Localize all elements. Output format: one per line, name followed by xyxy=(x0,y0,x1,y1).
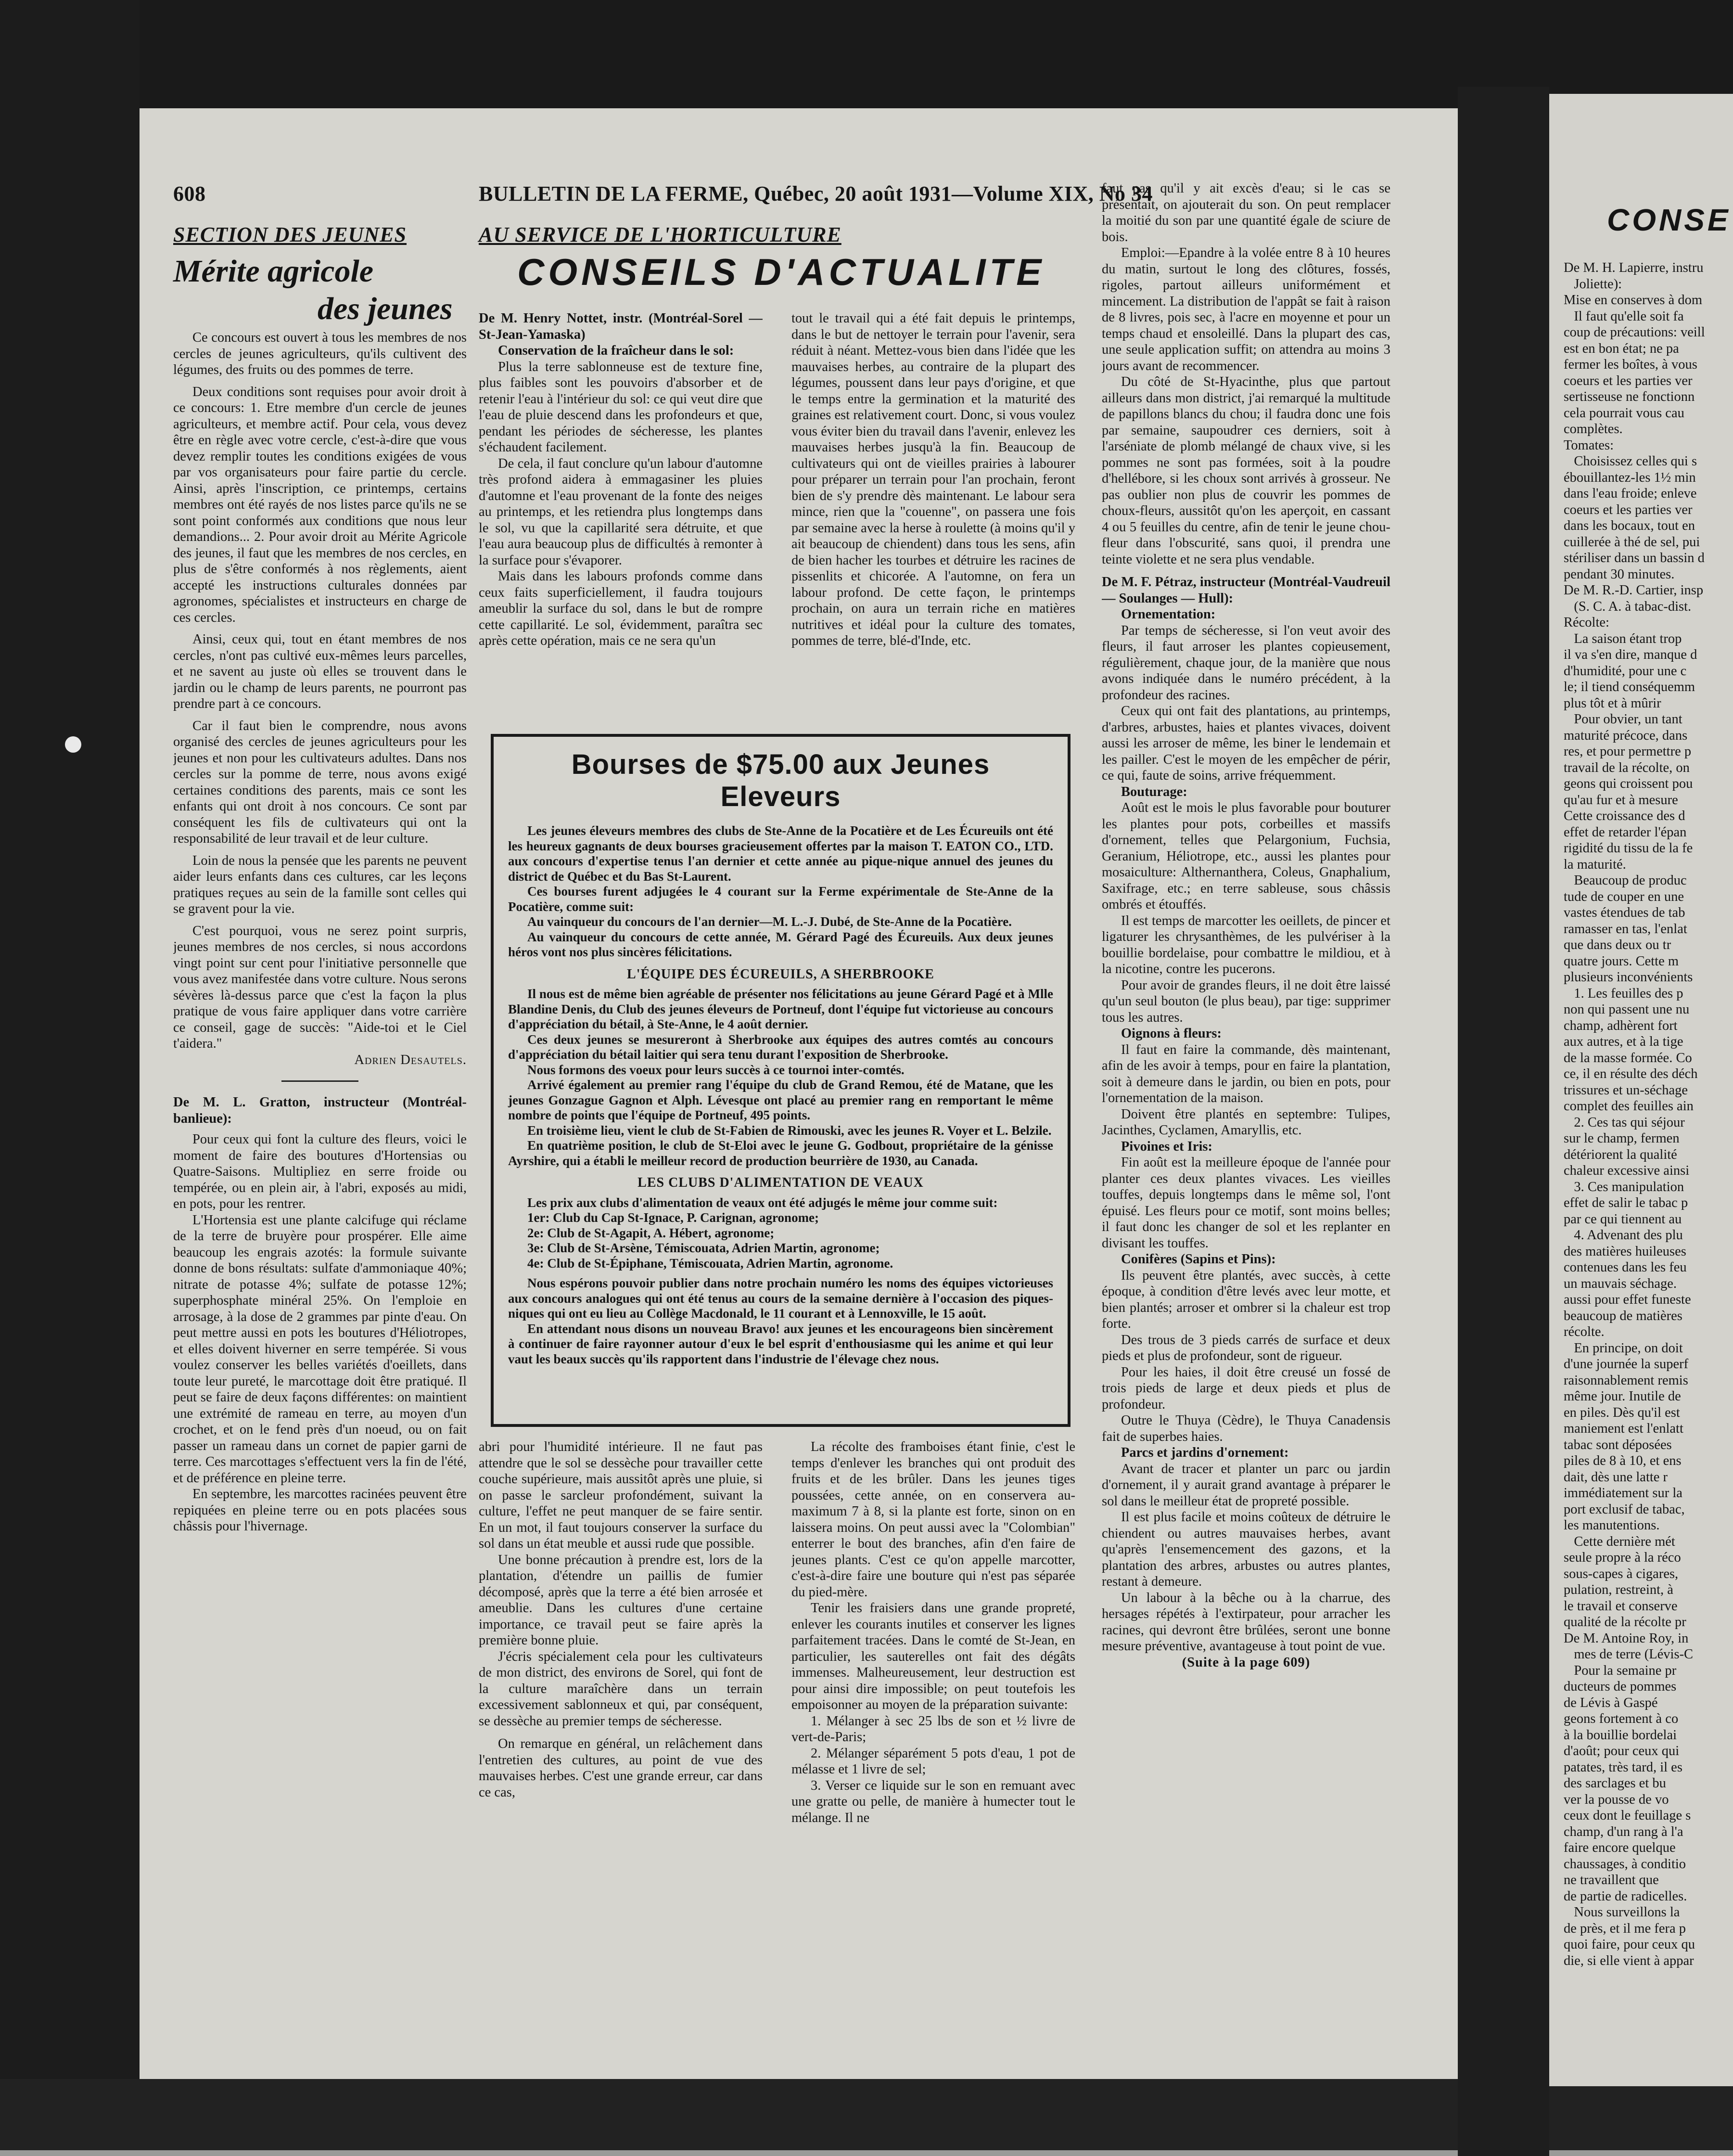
adjacent-text-line: 4. Advenant des plu xyxy=(1564,1228,1683,1243)
adjacent-text-line: complètes. xyxy=(1564,422,1623,436)
adjacent-text-line: sous-capes à cigares, xyxy=(1564,1566,1679,1581)
adjacent-text-line: complet des feuilles ain xyxy=(1564,1099,1694,1114)
adjacent-text-line: coeurs et les parties ver xyxy=(1564,502,1693,517)
bourses-title: Bourses de $75.00 aux Jeunes Eleveurs xyxy=(571,749,990,812)
adjacent-text-line: Cette dernière mét xyxy=(1564,1534,1675,1549)
box-subhead: L'ÉQUIPE DES ÉCUREUILS, A SHERBROOKE xyxy=(627,966,934,982)
adjacent-text-line: Beaucoup de produc xyxy=(1564,873,1687,888)
adjacent-text-line: Tomates: xyxy=(1564,437,1614,453)
adjacent-text-line: 2. Ces tas qui séjour xyxy=(1564,1115,1685,1130)
adjacent-text-line: chaussages, à conditio xyxy=(1564,1856,1686,1872)
adjacent-text-line: ducteurs de pommes xyxy=(1564,1679,1677,1694)
adjacent-text-line: De M. H. Lapierre, instru xyxy=(1564,260,1704,275)
adjacent-text-line: plusieurs inconvénients xyxy=(1564,970,1693,985)
adjacent-text-line: 1. Les feuilles des p xyxy=(1564,986,1683,1001)
adjacent-text-line: dans l'eau froide; enleve xyxy=(1564,486,1697,501)
punch-hole xyxy=(65,736,81,753)
box-paragraph: Les jeunes éleveurs membres des clubs de Ste-Anne de la Pocatière et de Les Écureuils ont été les heureux gagnants de deux bourses gracieusement offertes par la maison T. EATON CO., LTD. aux concours d'expertise tenus l'an dernier et cette année au pique-nique annuel des jeunes du district de Québec et du Bas St-Laurent. xyxy=(508,823,1053,884)
adjacent-text-line: Il faut qu'elle soit fa xyxy=(1564,308,1684,324)
conseils-paragraph: 1. Mélanger à sec 25 lbs de son et ½ livre de vert-de-Paris; xyxy=(791,1713,1075,1745)
conseils-paragraph: Tenir les fraisiers dans une grande propreté, enlever les courants inutiles et conserver les lignes parfaitement tracées. Dans le comté de St-Jean, en particulier, les sauterelles ont fait des dégâts immenses. Malheureusement, leur destruction est pour ainsi dire impossible; on peut toutefois les empoisonner au moyen de la préparation suivante: xyxy=(791,1601,1075,1712)
signature: Adrien Desautels. xyxy=(354,1052,467,1067)
adjacent-text-line: coeurs et les parties ver xyxy=(1564,373,1693,388)
adjacent-text-line: vastes étendues de tab xyxy=(1564,905,1685,920)
adjacent-text-line: ne travaillent que xyxy=(1564,1873,1659,1887)
box-paragraph: Ces deux jeunes se mesureront à Sherbrooke aux équipes des autres comtés au concours d'appréciation du bétail laitier qui sera tenu durant l'exposition de Sherbrooke. xyxy=(508,1032,1053,1062)
adjacent-text-line: à la bouillie bordelai xyxy=(1564,1727,1677,1743)
adjacent-text-line: de Lévis à Gaspé xyxy=(1564,1695,1658,1710)
adjacent-text-line: De M. Antoine Roy, in xyxy=(1564,1630,1689,1646)
box-paragraph: Les prix aux clubs d'alimentation de veaux ont été adjugés le même jour comme suit: xyxy=(527,1195,998,1210)
adjacent-text-line: rigidité du tissu de la fe xyxy=(1564,841,1693,856)
merite-title xyxy=(173,253,462,328)
prize-item: 3e: Club de St-Arsène, Témiscouata, Adrien Martin, agronome; xyxy=(527,1241,880,1255)
conseils-paragraph: Une bonne précaution à prendre est, lors de la plantation, d'étendre un paillis de fumier décomposé, après que la terre a été bien arrosée et ameublie. Dans les cultures d'une certaine importance, ce travail peut se faire après la première bonne pluie. xyxy=(479,1552,763,1648)
oignons-subhead: Oignons à fleurs: xyxy=(1121,1026,1222,1041)
adjacent-text-line: aux autres, et à la tige xyxy=(1564,1034,1683,1049)
adjacent-text-line: d'août; pour ceux qui xyxy=(1564,1744,1680,1758)
conseils-paragraph: 3. Verser ce liquide sur le son en remuant avec une gratte ou pelle, de manière à humecter tout le mélange. Il ne xyxy=(791,1778,1075,1825)
adjacent-text-line: maniement est l'enlatt xyxy=(1564,1421,1683,1436)
conseils-paragraph: On remarque en général, un relâchement dans l'entretien des cultures, au point de vue des mauvaises herbes. C'est une grande erreur, car dans ce cas, xyxy=(479,1736,763,1800)
newspaper-page xyxy=(140,108,1458,2079)
prize-list xyxy=(508,1210,1053,1271)
adjacent-text-line: le; il tiend conséquemm xyxy=(1564,680,1695,694)
merite-title-line2: des jeunes xyxy=(318,291,453,326)
adjacent-text-line: champ, adhèrent fort xyxy=(1564,1018,1678,1033)
right-paragraph: Ils peuvent être plantés, avec succès, à cette époque, à condition d'être levés avec leur motte, et bien plantés; arroser et ombrer si la chaleur est trop forte. xyxy=(1102,1268,1390,1331)
petraz-byline: De M. F. Pétraz, instructeur (Montréal-Vaudreuil — Soulanges — Hull): xyxy=(1102,575,1390,606)
gratton-paragraph: En septembre, les marcottes racinées peuvent être repiquées en pleine terre ou en pots placées sous châssis pour l'hivernage. xyxy=(173,1487,467,1534)
page-number: 608 xyxy=(173,182,206,205)
right-paragraph: Des trous de 3 pieds carrés de surface et deux pieds et plus de profondeur, sont de rigueur. xyxy=(1102,1332,1390,1363)
right-paragraph: Ceux qui ont fait des plantations, au printemps, d'arbres, arbustes, haies et plantes vivaces, doivent aussi les arroser de même, les biner le lendemain et les pailler. C'est le moyen de les empêcher de périr, ce qui, faute de soins, arrive fréquemment. xyxy=(1102,704,1390,783)
adjacent-text-line: Choisissez celles qui s xyxy=(1564,454,1697,469)
gratton-paragraph: Pour ceux qui font la culture des fleurs, voici le moment de faire des boutures d'Hortensias ou Quatre-Saisons. Multipliez en serre froide ou tempérée, ou en plein air, à l'abri, exposés au midi, en pots, pour les rentrer. xyxy=(173,1132,467,1211)
scan-border-left xyxy=(0,0,140,2150)
adjacent-text-line: les manutentions. xyxy=(1564,1518,1660,1533)
adjacent-text-line: piles de 8 à 10, et ens xyxy=(1564,1453,1682,1468)
bouturage-subhead: Bouturage: xyxy=(1121,784,1187,799)
adjacent-text-line: fermer les boîtes, à vous xyxy=(1564,357,1697,372)
box-paragraph: En quatrième position, le club de St-Eloi avec le jeune G. Godbout, propriétaire de la génisse Ayrshire, qui a établi le meilleur record de production beurrière de 1930, au Canada. xyxy=(508,1138,1053,1168)
adjacent-text-line: dait, dès une latte r xyxy=(1564,1469,1668,1485)
adjacent-text-line: un mauvais séchage. xyxy=(1564,1276,1677,1291)
right-paragraph: Il est plus facile et moins coûteux de détruire le chiendent ou autres mauvaises herbes, avant qu'après l'ensemencement des gazons, et la plantation des arbres, arbustes ou autres plantes, restant à demeure. xyxy=(1102,1510,1390,1589)
adjacent-text-line: En principe, on doit xyxy=(1564,1340,1683,1356)
parcs-subhead: Parcs et jardins d'ornement: xyxy=(1121,1445,1289,1460)
adjacent-text-line: die, si elle vient à appar xyxy=(1564,1953,1694,1968)
adjacent-text-line: cuillerée à thé de sel, pui xyxy=(1564,534,1700,550)
adjacent-text-line: aussi pour effet funeste xyxy=(1564,1292,1691,1307)
page-gutter xyxy=(1458,87,1549,2156)
adjacent-text-line: il va s'en dire, manque d xyxy=(1564,647,1697,662)
adjacent-text-line: chaleur excessive ainsi xyxy=(1564,1163,1690,1178)
merite-paragraph: Deux conditions sont requises pour avoir droit à ce concours: 1. Etre membre d'un cercle de jeunes agriculteurs, et membre actif. Pour cela, vous devez être en règle avec votre cercle, c'est-à-dire que vous devez remplir toutes les conditions exigées de vous par vos organisateurs pour faire partie du cercle. Ainsi, après l'inscription, ce printemps, certains membres ont été rayés de nos listes parce qu'ils ne se sont point conformés aux conditions que nous leur demandions... 2. Pour avoir droit au Mérite Agricole des jeunes, il faut que les membres de nos cercles, en plus de s'être conformés à nos règlements, aient accepté les instructions culturales données par agronomes, spécialistes et instructeurs en charge de ces cercles. xyxy=(173,384,467,625)
adjacent-page xyxy=(1549,94,1733,2086)
adjacent-text-line: le travail et conserve xyxy=(1564,1598,1678,1614)
conseils-paragraph: La récolte des framboises étant finie, c'est le temps d'enlever les branches qui ont produit des fruits et de les brûler. Dans les jeunes tiges poussées, cette année, on en conservera au-maximum 7 à 8, si la plante est forte, sinon on en laissera moins. On peut aussi avec la "Colombian" enterrer le bout des branches, afin d'en faire de jeunes plants. C'est ce qu'on appelle marcotter, c'est-à-dire faire une bouture qui n'est pas séparée du pied-mère. xyxy=(791,1439,1075,1600)
adjacent-text-line: qu'au fur et à mesure xyxy=(1564,792,1678,808)
adjacent-text-line: port exclusif de tabac, xyxy=(1564,1502,1685,1517)
prize-item: 2e: Club de St-Agapit, A. Hébert, agronome; xyxy=(527,1225,775,1240)
right-paragraph: Il est temps de marcotter les oeillets, de pincer et ligaturer les chrysanthèmes, de les pulvériser à la bouillie bordelaise, pour combattre le mildiou, et à la nicotine, contre les pucerons. xyxy=(1102,913,1390,976)
adjacent-text-line: détériorent la qualité xyxy=(1564,1147,1677,1162)
adjacent-text-line: effet de salir le tabac p xyxy=(1564,1195,1688,1210)
adjacent-text-line: geons fortement à co xyxy=(1564,1711,1679,1726)
conseils-column-2 xyxy=(791,310,1075,724)
adjacent-text-line: trissures et un-séchage xyxy=(1564,1082,1688,1098)
section-head-horticulture: AU SERVICE DE L'HORTICULTURE xyxy=(479,223,841,246)
box-paragraph: Arrivé également au premier rang l'équipe du club de Grand Remou, été de Matane, que les jeunes Gonzague Gagnon et Alph. Lévesque ont placé au premier rang en remportant le même nombre de points que l'équipe de Portneuf, 495 points. xyxy=(508,1078,1053,1122)
right-paragraph: faut pas qu'il y ait excès d'eau; si le cas se présentait, on ajouterait du son. On peut remplacer la moitié du son par une quantité égale de sciure de bois. xyxy=(1102,181,1390,244)
conseils-column-1-lower xyxy=(479,1439,763,2050)
adjacent-text-line: même jour. Inutile de xyxy=(1564,1389,1681,1404)
merite-paragraph: Ainsi, ceux qui, tout en étant membres de nos cercles, n'ont pas cultivé eux-mêmes leurs parcelles, et ne savent au juste où elles se trouvent dans le jardin ou le champ de leurs parents, ne pourront pas prendre part à ce concours. xyxy=(173,632,467,711)
adjacent-text-line: Mise en conserves à dom xyxy=(1564,293,1703,308)
adjacent-title: CONSE xyxy=(1607,203,1731,237)
adjacent-text-line: Pour obvier, un tant xyxy=(1564,712,1682,727)
conseils-paragraph: Plus la terre sablonneuse est de texture fine, plus faibles sont les pouvoirs d'absorber et de retenir l'eau à l'intérieur du sol: ce qui veut dire que l'eau de pluie descend dans les profondeurs et que, pendant les périodes de sécheresse, les plantes s'échaudent facilement. xyxy=(479,359,763,455)
adjacent-text-line: (S. C. A. à tabac-dist. xyxy=(1564,599,1692,614)
adjacent-text-line: plus tôt et à mûrir xyxy=(1564,695,1661,711)
prize-item: 4e: Club de St-Épiphane, Témiscouata, Adrien Martin, agronome. xyxy=(527,1256,893,1270)
adjacent-text-line: des sarclages et bu xyxy=(1564,1776,1666,1791)
right-paragraph: Du côté de St-Hyacinthe, plus que partout ailleurs dans mon district, j'ai remarqué la multitude de papillons blancs du chou; il faudra donc une fois par semaine, saupoudrer ces derniers, soit à l'arséniate de plomb mélangé de chaux vive, si les pommes ne sont pas formées, soit à la poudre d'hellébore, si les choux sont arrivés à grosseur. Ne pas oublier non plus de couvrir les pommes de choux-fleurs, aussitôt qu'on les aperçoit, en cassant 4 ou 5 feuilles du centre, afin de tenir le jeune chou-fleur dans l'obscurité, sans quoi, il prendra une teinte violette et ne sera plus vendable. xyxy=(1102,374,1390,567)
box-paragraph: Nous formons des voeux pour leurs succès à ce tournoi inter-comtés. xyxy=(527,1062,905,1077)
adjacent-text-line: quatre jours. Cette m xyxy=(1564,953,1679,969)
adjacent-text-line: effet de retarder l'épan xyxy=(1564,824,1687,840)
conseils-paragraph: tout le travail qui a été fait depuis le printemps, dans le but de nettoyer le terrain pour l'avenir, sera réduit à néant. Mettez-vous bien dans l'idée que les mauvaises herbes, au contraire de la plupart des légumes, poussent dans leur pays d'origine, et que le temps entre la germination et la maturité des graines est relativement court. Donc, si vous voulez vous éviter bien du travail dans l'avenir, enlevez les mauvaises herbes jusqu'à la fin. Beaucoup de cultivateurs qui ont de vieilles prairies à labourer pour préparer un terrain pour l'an prochain, feront bien de s'y prendre dès maintenant. Le labour sera mince, rien que la "couenne", on passera une fois par semaine avec la herse à roulette (à moins qu'il y ait beaucoup de chiendent) dans tous les sens, afin de bien hacher les tourbes et détruire les racines de pissenlits et chicorée. A l'automne, on fera un labour profond. De cette façon, le printemps prochain, on aura un terrain riche en matières nutritives et idéal pour la culture des tomates, pommes de terre, blé-d'Inde, etc. xyxy=(791,311,1075,648)
merite-paragraph: Ce concours est ouvert à tous les membres de nos cercles de jeunes agriculteurs, qu'ils cultivent des légumes, des fruits ou des pommes de terre. xyxy=(173,330,467,377)
adjacent-text-line: beaucoup de matières xyxy=(1564,1308,1682,1323)
conseils-column-1 xyxy=(479,310,763,724)
adjacent-text-line: immédiatement sur la xyxy=(1564,1486,1682,1501)
adjacent-text-line: tude de couper en une xyxy=(1564,889,1684,904)
nottet-byline: De M. Henry Nottet, instr. (Montréal-Sorel — St-Jean-Yamaska) xyxy=(479,311,763,342)
adjacent-text-line: raisonnablement remis xyxy=(1564,1373,1688,1388)
adjacent-text-line: par ce qui tiennent au xyxy=(1564,1211,1682,1227)
adjacent-text-line: quoi faire, pour ceux qu xyxy=(1564,1937,1695,1952)
adjacent-text-line: ce, il en résulte des déch xyxy=(1564,1066,1698,1081)
box-paragraph: Au vainqueur du concours de cette année, M. Gérard Pagé des Écureuils. Aux deux jeunes héros vont nos plus sincères félicitations. xyxy=(508,929,1053,959)
right-paragraph: Avant de tracer et planter un parc ou jardin d'ornement, il y aurait grand avantage à préparer le sol dans le meilleur état de propreté possible. xyxy=(1102,1461,1390,1509)
adjacent-text-line: seule propre à la réco xyxy=(1564,1550,1681,1565)
adjacent-text-line: est en bon état; ne pa xyxy=(1564,341,1679,356)
conseils-paragraph: abri pour l'humidité intérieure. Il ne faut pas attendre que le sol se dessèche pour travailler cette couche supérieure, mais aussitôt après une pluie, si on passe le sarcleur profondément, suivant la culture, l'effet ne peut manquer de se faire sentir. En un mot, il faut toujours conserver la surface du sol dans un état meuble et aussi rude que possible. xyxy=(479,1439,763,1551)
adjacent-text-line: coup de précautions: veill xyxy=(1564,325,1705,340)
box-paragraph: Au vainqueur du concours de l'an dernier—M. L.-J. Dubé, de Ste-Anne de la Pocatière. xyxy=(527,914,1012,929)
adjacent-text-line: d'une journée la superf xyxy=(1564,1357,1689,1372)
conseils-column-2-lower xyxy=(791,1439,1075,2050)
bourses-box xyxy=(491,734,1070,1427)
adjacent-text-line: d'humidité, pour une c xyxy=(1564,663,1687,679)
adjacent-text-line: pulation, restreint, à xyxy=(1564,1582,1673,1597)
section-head-jeunes: SECTION DES JEUNES xyxy=(173,223,407,246)
conseils-title: CONSEILS D'ACTUALITE xyxy=(517,251,1045,293)
adjacent-text-line: Joliette): xyxy=(1564,276,1622,292)
box-subhead: LES CLUBS D'ALIMENTATION DE VEAUX xyxy=(637,1175,924,1190)
merite-paragraph: C'est pourquoi, vous ne serez point surpris, jeunes membres de nos cercles, si nous accordons vingt point sur cent pour l'initiative personnelle que vous avez manifestée dans votre culture. Nous serons sévères là-dessus parce que c'est la façon la plus pratique de vous faire appliquer dans votre carrière ce conseil, gage de succès: "Aide-toi et le Ciel t'aidera." xyxy=(173,923,467,1051)
adjacent-text-line: stériliser dans un bassin d xyxy=(1564,551,1705,565)
merite-paragraph: Car il faut bien le comprendre, nous avons organisé des cercles de jeunes agriculteurs pour les jeunes et non pour les cultivateurs adultes. Dans nos cercles sur la pomme de terre, nous avons exigé certaines conditions des parents, mais ce sont les enfants qui ont droit à nos concours. Ce sont par conséquent les fils de cultivateurs qui ont la responsabilité de leur travail et de leur culture. xyxy=(173,718,467,846)
box-paragraph: Ces bourses furent adjugées le 4 courant sur la Ferme expérimentale de Ste-Anne de la Pocatière, comme suit: xyxy=(508,884,1053,914)
merite-paragraph: Loin de nous la pensée que les parents ne peuvent aider leurs enfants dans ces cultures, car les leçons pratiques reçues au sein de la famille sont celles qui se gravent pour la vie. xyxy=(173,853,467,916)
gratton-byline: De M. L. Gratton, instructeur (Montréal-banlieue): xyxy=(173,1095,467,1126)
adjacent-text-line: non qui passent une nu xyxy=(1564,1002,1690,1017)
adjacent-text-line: sur le champ, fermen xyxy=(1564,1131,1680,1146)
adjacent-text-line: qualité de la récolte pr xyxy=(1564,1615,1686,1630)
adjacent-text-line: de partie de radicelles. xyxy=(1564,1888,1687,1904)
adjacent-text-line: ramasser en tas, l'enlat xyxy=(1564,921,1687,937)
adjacent-text-line: maturité précoce, dans xyxy=(1564,728,1688,743)
adjacent-text-line: Récolte: xyxy=(1564,615,1609,630)
adjacent-text-line: que dans deux ou tr xyxy=(1564,937,1671,952)
conseils-paragraph: Mais dans les labours profonds comme dans ceux faits superficiellement, il faudra toujours ameublir la surface du sol, dans le but de rompre cette capillarité. Le sol, évidemment, paraîtra sec après cette opération, mais ce ne sera qu'un xyxy=(479,569,763,648)
adjacent-text-line: champ, d'un rang à l'a xyxy=(1564,1824,1683,1839)
right-paragraph: Outre le Thuya (Cèdre), le Thuya Canadensis fait de superbes haies. xyxy=(1102,1413,1390,1444)
ornementation-subhead: Ornementation: xyxy=(1121,607,1216,622)
adjacent-text-line: Cette croissance des d xyxy=(1564,808,1685,823)
right-paragraph: Emploi:—Epandre à la volée entre 8 à 10 heures du matin, surtout le long des clôtures, fossés, rigoles, partout ailleurs uniformément et mincement. La distribution de l'appât se fait à raison de 8 livres, pois sec, à l'acre en moyenne et pour un temps chaud et ensoleillé. Dans la plupart des cas, une seule application suffit; on attendra au moins 3 jours avant de recommencer. xyxy=(1102,245,1390,373)
adjacent-text-line: res, et pour permettre p xyxy=(1564,744,1692,759)
right-paragraph: Il faut en faire la commande, dès maintenant, afin de les avoir à temps, pour en faire la plantation, soit à demeure dans le jardin, ou bien en pots, pour l'ornementation de la maison. xyxy=(1102,1042,1390,1105)
adjacent-text-line: des matières huileuses xyxy=(1564,1244,1686,1259)
adjacent-text-line: dans les bocaux, tout en xyxy=(1564,518,1695,533)
left-column xyxy=(173,330,467,2028)
prize-item: 1er: Club du Cap St-Ignace, P. Carignan, agronome; xyxy=(527,1210,819,1225)
adjacent-text-line: Pour la semaine pr xyxy=(1564,1663,1677,1678)
right-paragraph: Pour avoir de grandes fleurs, il ne doit être laissé qu'un seul bouton (le plus beau), par tige: supprimer tous les autres. xyxy=(1102,977,1390,1025)
adjacent-text-line: de la masse formée. Co xyxy=(1564,1050,1692,1065)
adjacent-text-line: mes de terre (Lévis-C xyxy=(1564,1647,1694,1662)
adjacent-text-line: faire encore quelque xyxy=(1564,1840,1676,1855)
right-column xyxy=(1102,180,1390,2050)
box-paragraph: En troisième lieu, vient le club de St-Fabien de Rimouski, avec les jeunes R. Voyer et L. Belzile. xyxy=(527,1123,1052,1138)
adjacent-text-line: patates, très tard, il es xyxy=(1564,1759,1682,1775)
adjacent-text-line: tabac sont déposées xyxy=(1564,1437,1672,1452)
box-paragraph: Nous espérons pouvoir publier dans notre prochain numéro les noms des équipes victorieuses aux concours analogues qui ont été tenus au cours de la semaine dernière à l'occasion des piques-niques qui ont eu lieu au Collège Macdonald, le 11 courant et à Lennoxville, le 15 août. xyxy=(508,1276,1053,1321)
right-paragraph: Par temps de sécheresse, si l'on veut avoir des fleurs, il faut arroser les plantes copieusement, régulièrement, chaque jour, de la manière que nous avons indiquée dans le numéro précédent, à la profondeur des racines. xyxy=(1102,623,1390,703)
adjacent-text-line: pendant 30 minutes. xyxy=(1564,566,1675,582)
right-paragraph: Août est le mois le plus favorable pour bouturer les plantes pour pots, corbeilles et massifs d'ornement, telles que Pelargonium, Fuchsia, Geranium, Héliotrope, etc., aussi les plantes pour mosaiculture: Althernanthera, Coleus, Gnaphalium, Saxifrage, etc.; en terre sableuse, sous châssis ombrés et étouffés. xyxy=(1102,800,1390,912)
adjacent-text-line: cela pourrait vous cau xyxy=(1564,405,1684,421)
coniferes-subhead: Conifères (Sapins et Pins): xyxy=(1121,1252,1276,1267)
continued-note: (Suite à la page 609) xyxy=(1182,1655,1311,1670)
adjacent-text-line: ébouillantez-les 1½ min xyxy=(1564,470,1696,485)
conservation-subhead: Conservation de la fraîcheur dans le sol: xyxy=(498,343,734,358)
running-title: BULLETIN DE LA FERME, Québec, 20 août 1931—Volume XIX, No 34 xyxy=(479,182,1153,205)
adjacent-text-line: sertisseuse ne fonctionn xyxy=(1564,389,1695,404)
right-paragraph: Pour les haies, il doit être creusé un fossé de trois pieds de large et deux pieds et plus de profondeur. xyxy=(1102,1364,1390,1412)
adjacent-text-line: la maturité. xyxy=(1564,857,1626,872)
conseils-paragraph: 2. Mélanger séparément 5 pots d'eau, 1 pot de mélasse et 1 livre de sel; xyxy=(791,1745,1075,1777)
right-paragraph: Doivent être plantés en septembre: Tulipes, Jacinthes, Cyclamen, Amaryllis, etc. xyxy=(1102,1106,1390,1138)
adjacent-text-line: ceux dont le feuillage s xyxy=(1564,1808,1691,1823)
adjacent-text-line: ver la pousse de vo xyxy=(1564,1792,1669,1807)
adjacent-text-line: récolte. xyxy=(1564,1324,1605,1339)
adjacent-text-line: 3. Ces manipulation xyxy=(1564,1179,1684,1194)
adjacent-text-line: La saison étant trop xyxy=(1564,631,1682,646)
right-paragraph: Fin août est la meilleure époque de l'année pour planter ces deux plantes vivaces. Les vieilles touffes, depuis longtemps dans le même sol, l'ont épuisé. Les fleurs pour ce motif, sont moins belles; il faut donc les changer de sol et les replanter en divisant les touffes. xyxy=(1102,1155,1390,1251)
pivoines-subhead: Pivoines et Iris: xyxy=(1121,1139,1212,1154)
divider xyxy=(281,1080,358,1082)
box-paragraph: Il nous est de même bien agréable de présenter nos félicitations au jeune Gérard Pagé et à Mlle Blandine Denis, du Club des jeunes éleveurs de Portneuf, dont l'équipe fut victorieuse au concours d'appréciation du bétail, à Ste-Anne, le 4 août dernier. xyxy=(508,987,1053,1031)
adjacent-text-line: travail de la récolte, on xyxy=(1564,760,1690,775)
adjacent-text-line: Nous surveillons la xyxy=(1564,1905,1680,1920)
gratton-paragraph: L'Hortensia est une plante calcifuge qui réclame de la terre de bruyère pour prospérer. Elle aime beaucoup les engrais azotés: la formule suivante donne de bons résultats: sulfate d'ammoniaque 40%; nitrate de potasse 4%; sulfate de potasse 12%; superphosphate minéral 25%. On l'emploie en arrosage, à la dose de 2 grammes par pinte d'eau. On peut mettre aussi en pots les boutures d'Héliotropes, et elles doivent hiverner en serre tempérée. Si vous voulez conserver les belles variétés d'oeillets, dans toute leur pureté, le marcottage doit être pratiqué. Il peut se faire de deux façons différentes: on maintient une extrémité de rameau en terre, au moyen d'un crochet, et on le fend près d'un noeud, ou on fait passer un rameau dans un cornet de papier garni de terre. Ces marcottages s'effectuent vers la fin de l'été, et de préférence en pleine terre. xyxy=(173,1212,467,1486)
merite-title-line1: Mérite agricole xyxy=(173,254,374,289)
adjacent-text-line: en piles. Dès qu'il est xyxy=(1564,1405,1680,1420)
right-paragraph: Un labour à la bêche ou à la charrue, des hersages répétés à l'extirpateur, pour arracher les racines, qui devront être brûlées, seront une bonne mesure préventive, avantageuse à tout point de vue. xyxy=(1102,1590,1390,1654)
adjacent-text-line: geons qui croissent pou xyxy=(1564,776,1693,791)
conseils-paragraph: De cela, il faut conclure qu'un labour d'automne très profond aidera à emmagasiner les pluies d'automne et l'eau provenant de la fonte des neiges au printemps, et les retiendra plus longtemps dans le sol, vu que la capillarité sera détruite, et que l'eau aura beaucoup plus de difficultés à remonter à la surface pour s'évaporer. xyxy=(479,456,763,568)
adjacent-text xyxy=(1564,260,1733,1969)
box-paragraph: En attendant nous disons un nouveau Bravo! aux jeunes et les encourageons bien sincèrement à continuer de faire rayonner autour d'eux le bel esprit d'enthousiasme qui les anime et qui leur vaut les beaux succès qu'ils rapportent dans l'industrie de l'élevage chez nous. xyxy=(508,1321,1053,1366)
adjacent-text-line: contenues dans les feu xyxy=(1564,1260,1687,1275)
adjacent-text-line: de près, et il me fera p xyxy=(1564,1921,1686,1936)
adjacent-text-line: De M. R.-D. Cartier, insp xyxy=(1564,583,1704,598)
conseils-paragraph: J'écris spécialement cela pour les cultivateurs de mon district, des environs de Sorel, qui font de la culture maraîchère dans un terrain excessivement sablonneux et qui, par conséquent, se dessèche au premier temps de sécheresse. xyxy=(479,1649,763,1729)
